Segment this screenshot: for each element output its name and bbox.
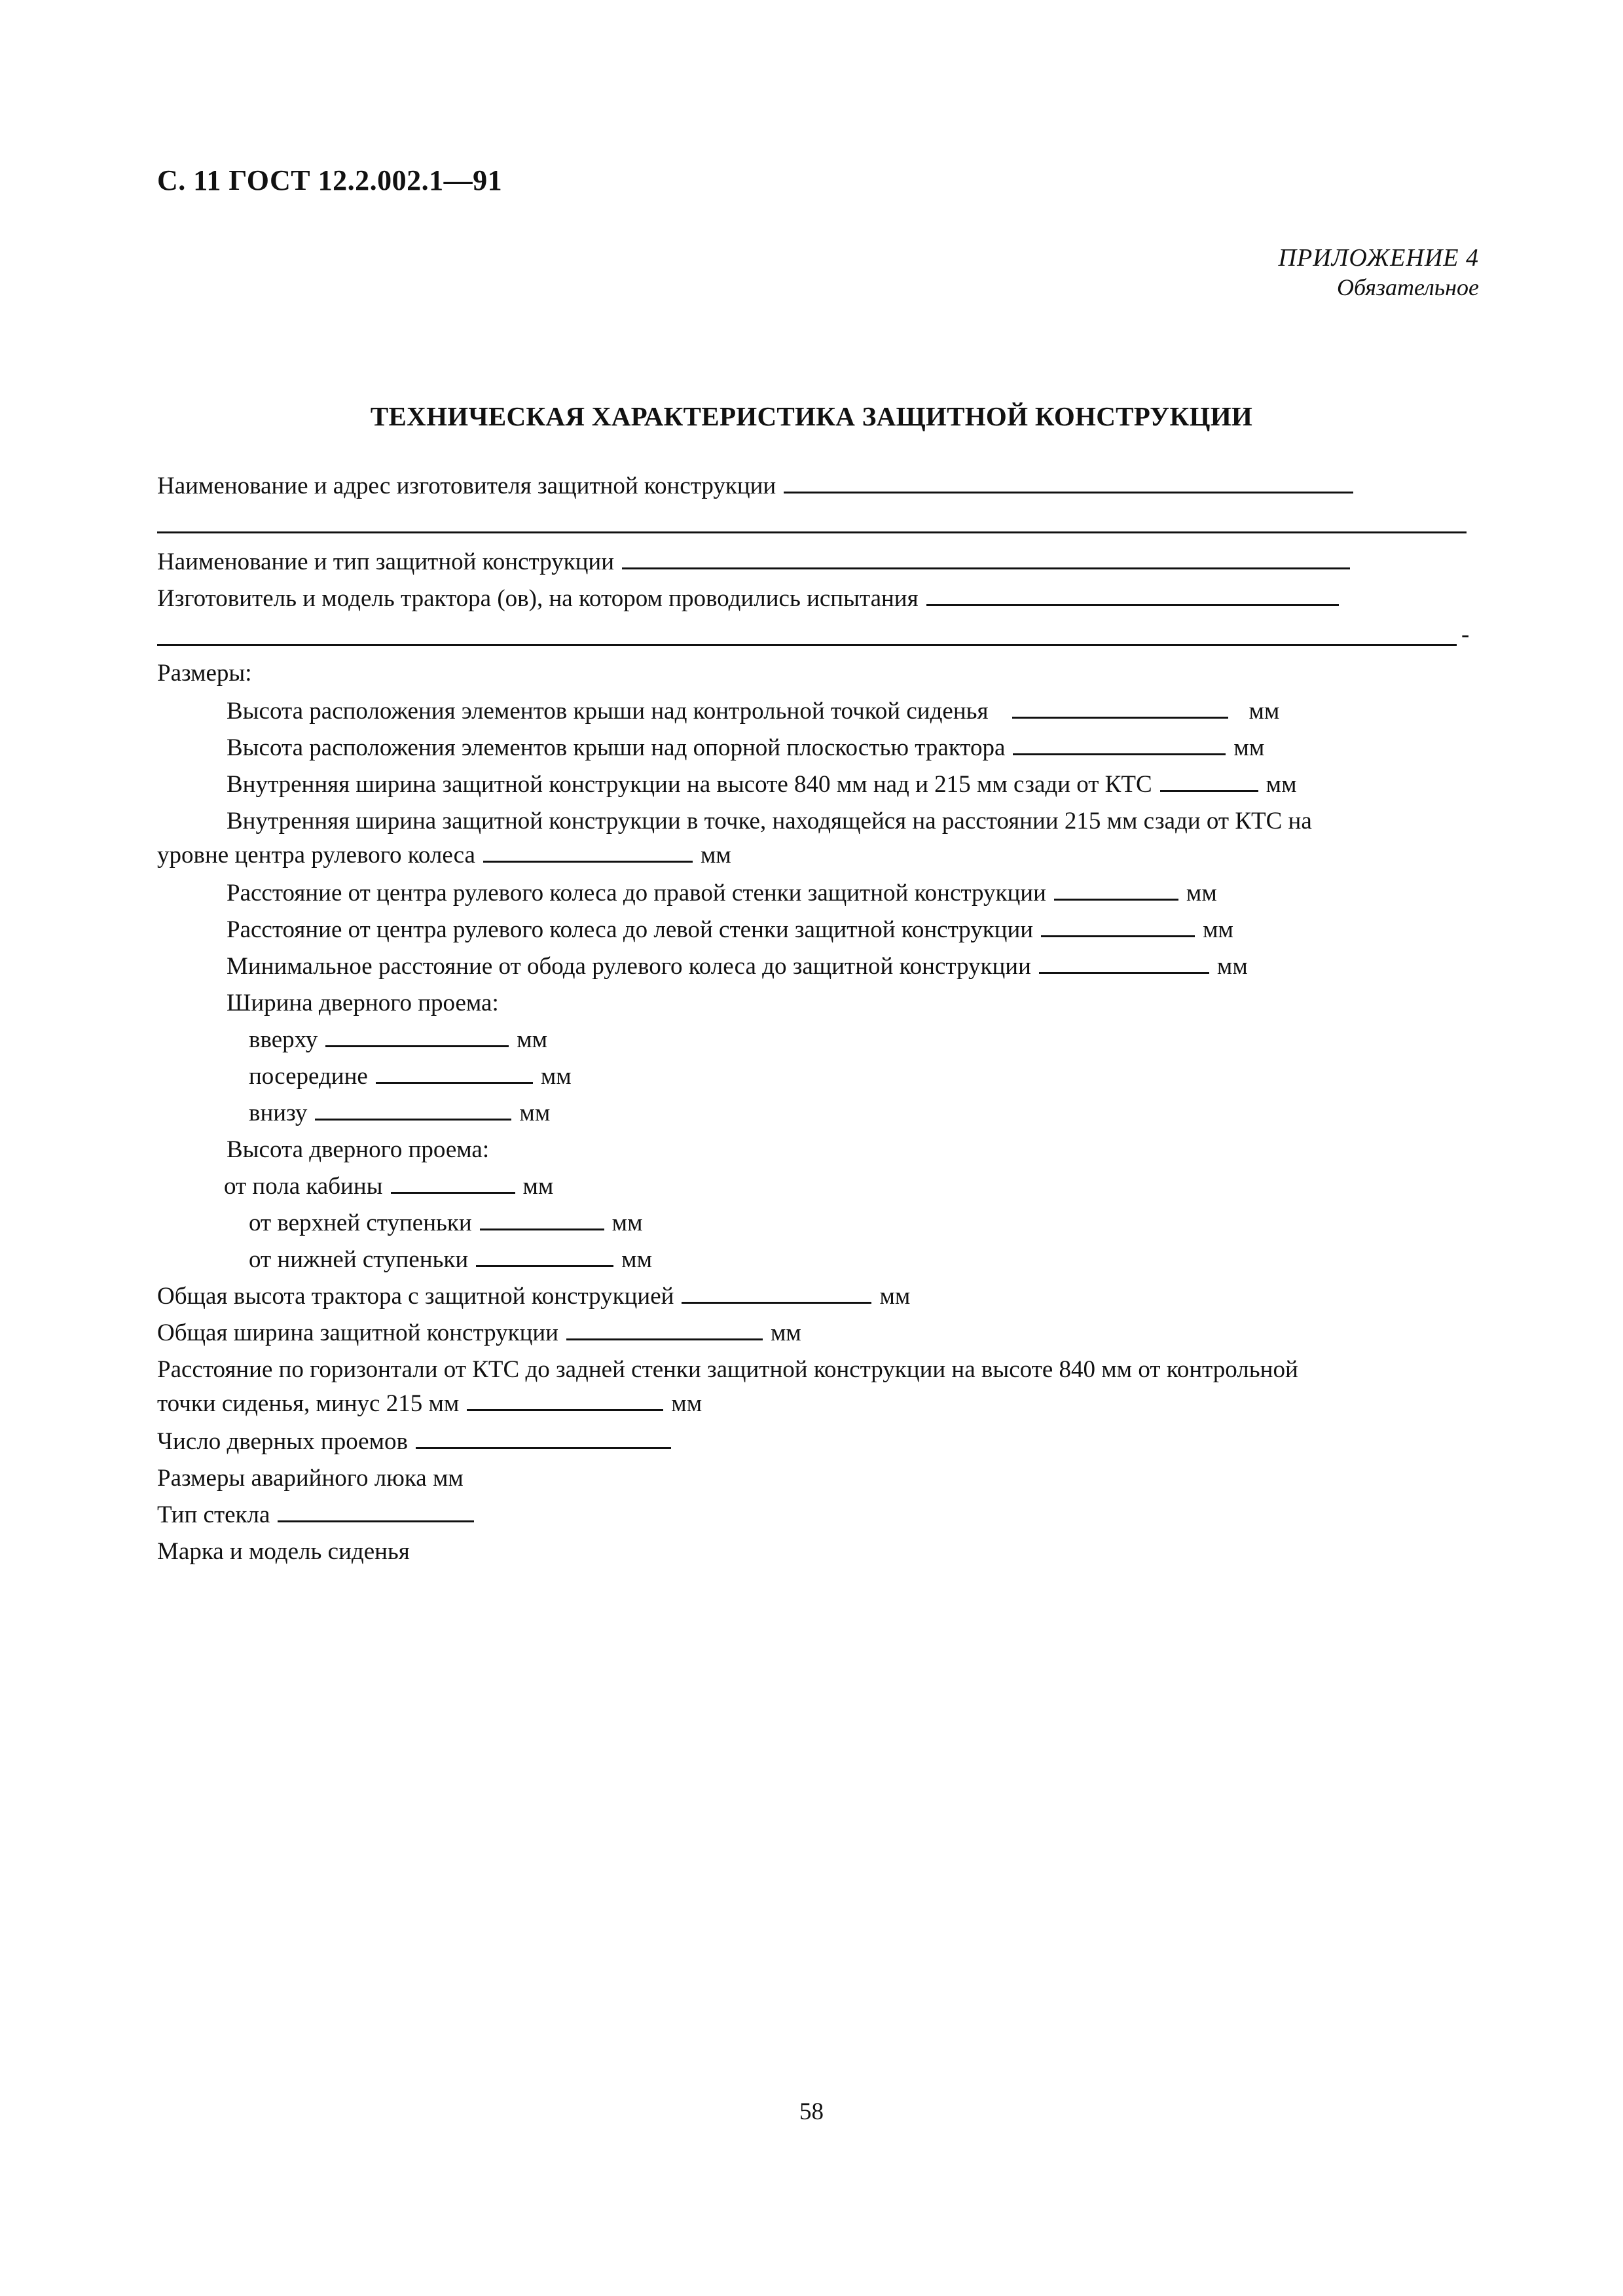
unit-label: мм — [611, 1210, 643, 1236]
unit-label: мм — [1203, 916, 1233, 943]
fill-blank[interactable] — [784, 472, 1353, 493]
field-door-width-bottom — [249, 1098, 550, 1128]
field-door-width-top — [249, 1025, 547, 1055]
field-label: Тип стекла — [157, 1501, 270, 1528]
standard-code: С. 11 ГОСТ 12.2.002.1—91 — [157, 164, 503, 196]
fill-blank[interactable] — [278, 1501, 474, 1522]
field-hatch-size: Размеры аварийного люка мм — [157, 1465, 464, 1492]
unit-label: мм — [540, 1063, 572, 1090]
field-label: от пола кабины — [224, 1173, 383, 1200]
field-label: Общая высота трактора с защитной конструкцией — [157, 1283, 674, 1310]
field-label: Внутренняя ширина защитной конструкции на высоте 840 мм над и 215 мм сзади от КТС — [227, 771, 1152, 798]
unit-label: мм — [1266, 771, 1297, 798]
field-overall-height — [157, 1282, 910, 1312]
field-roof-height-plane — [227, 733, 1264, 763]
field-min-dist-rim — [227, 952, 1248, 982]
unit-label: мм — [1233, 734, 1265, 761]
fill-blank[interactable] — [622, 548, 1350, 569]
fill-blank[interactable] — [480, 1209, 604, 1230]
field-label: Минимальное расстояние от обода рулевого колеса до защитной конструкции — [227, 953, 1031, 980]
field-glass-type — [157, 1500, 482, 1530]
field-label: Внутренняя ширина защитной конструкции в точке, находящейся на расстоянии 215 мм сзади от КТС на — [227, 808, 1312, 834]
appendix-status: Обязательное — [1337, 274, 1479, 300]
fill-blank[interactable] — [416, 1427, 671, 1449]
trailing-dash: - — [1461, 621, 1470, 648]
fill-blank[interactable] — [483, 841, 693, 863]
dimensions-heading: Размеры: — [157, 660, 252, 687]
unit-label: мм — [879, 1283, 911, 1310]
field-label: Число дверных проемов — [157, 1428, 408, 1455]
unit-label: мм — [519, 1100, 551, 1126]
unit-label: мм — [522, 1173, 554, 1200]
field-door-width-middle — [249, 1062, 572, 1092]
field-label: уровне центра рулевого колеса — [157, 842, 475, 869]
field-label: от верхней ступеньки — [249, 1210, 472, 1236]
field-from-floor — [224, 1172, 553, 1202]
fill-blank[interactable] — [1041, 916, 1195, 937]
field-maker-name-address — [157, 471, 1361, 501]
field-label: от нижней ступеньки — [249, 1246, 469, 1273]
appendix-label — [1279, 243, 1479, 301]
field-horizontal-dist — [157, 1355, 1298, 1385]
unit-label: мм — [517, 1026, 548, 1053]
field-label: вверху — [249, 1026, 318, 1053]
field-label: Общая ширина защитной конструкции — [157, 1319, 558, 1346]
unit-label: мм — [1249, 698, 1280, 725]
document-title: ТЕХНИЧЕСКАЯ ХАРАКТЕРИСТИКА ЗАЩИТНОЙ КОНСТРУКЦИИ — [370, 401, 1253, 431]
field-label: Изготовитель и модель трактора (ов), на котором проводились испытания — [157, 585, 919, 612]
field-label: Наименование и тип защитной конструкции — [157, 548, 615, 575]
field-structure-name-type — [157, 547, 1358, 577]
fill-blank[interactable] — [1054, 879, 1178, 901]
field-from-upper-step — [249, 1208, 643, 1238]
fill-blank[interactable] — [325, 1026, 509, 1047]
fill-blank[interactable] — [1012, 697, 1228, 719]
field-seat-brand-model: Марка и модель сиденья — [157, 1538, 410, 1565]
field-label: точки сиденья, минус 215 мм — [157, 1390, 460, 1417]
door-height-heading: Высота дверного проема: — [227, 1136, 490, 1163]
field-inner-width-wheel — [227, 806, 1312, 836]
fill-line[interactable] — [157, 644, 1457, 646]
field-dist-right — [227, 878, 1217, 908]
appendix-number: ПРИЛОЖЕНИЕ 4 — [1278, 244, 1479, 272]
field-label: Высота расположения элементов крыши над контрольной точкой сиденья — [227, 698, 989, 725]
fill-blank[interactable] — [682, 1282, 871, 1304]
field-inner-width-840 — [227, 770, 1296, 800]
fill-blank[interactable] — [1013, 734, 1226, 755]
fill-blank[interactable] — [1039, 952, 1209, 974]
field-horizontal-dist-cont — [157, 1389, 702, 1419]
field-label: Расстояние по горизонтали от КТС до задней стенки защитной конструкции на высоте 840 мм от контрольной — [157, 1356, 1298, 1383]
fill-blank[interactable] — [566, 1319, 763, 1340]
field-label: Расстояние от центра рулевого колеса до правой стенки защитной конструкции — [227, 880, 1046, 906]
unit-label: мм — [770, 1319, 801, 1346]
field-label: Наименование и адрес изготовителя защитной конструкции — [157, 473, 776, 499]
page-number: 58 — [799, 2098, 824, 2125]
fill-line[interactable] — [157, 531, 1467, 533]
field-roof-height-seat — [227, 696, 1279, 726]
field-dist-left — [227, 915, 1233, 945]
door-width-heading: Ширина дверного проема: — [227, 990, 499, 1016]
unit-label: мм — [621, 1246, 652, 1273]
field-door-count — [157, 1427, 679, 1457]
unit-label: мм — [671, 1390, 702, 1417]
fill-blank[interactable] — [1160, 770, 1258, 792]
field-overall-width — [157, 1318, 801, 1348]
field-inner-width-wheel-cont — [157, 840, 731, 870]
field-label: Высота расположения элементов крыши над опорной плоскостью трактора — [227, 734, 1006, 761]
fill-blank[interactable] — [391, 1172, 515, 1194]
fill-blank[interactable] — [315, 1099, 511, 1121]
unit-label: мм — [700, 842, 731, 869]
field-label: Расстояние от центра рулевого колеса до левой стенки защитной конструкции — [227, 916, 1034, 943]
field-label: посередине — [249, 1063, 368, 1090]
fill-blank[interactable] — [926, 584, 1339, 606]
fill-blank[interactable] — [467, 1390, 663, 1411]
unit-label: мм — [1186, 880, 1217, 906]
field-from-lower-step — [249, 1245, 652, 1275]
fill-blank[interactable] — [376, 1062, 533, 1084]
field-tractor-maker-model — [157, 584, 1347, 614]
fill-blank[interactable] — [476, 1246, 613, 1267]
field-label: внизу — [249, 1100, 308, 1126]
unit-label: мм — [1216, 953, 1248, 980]
